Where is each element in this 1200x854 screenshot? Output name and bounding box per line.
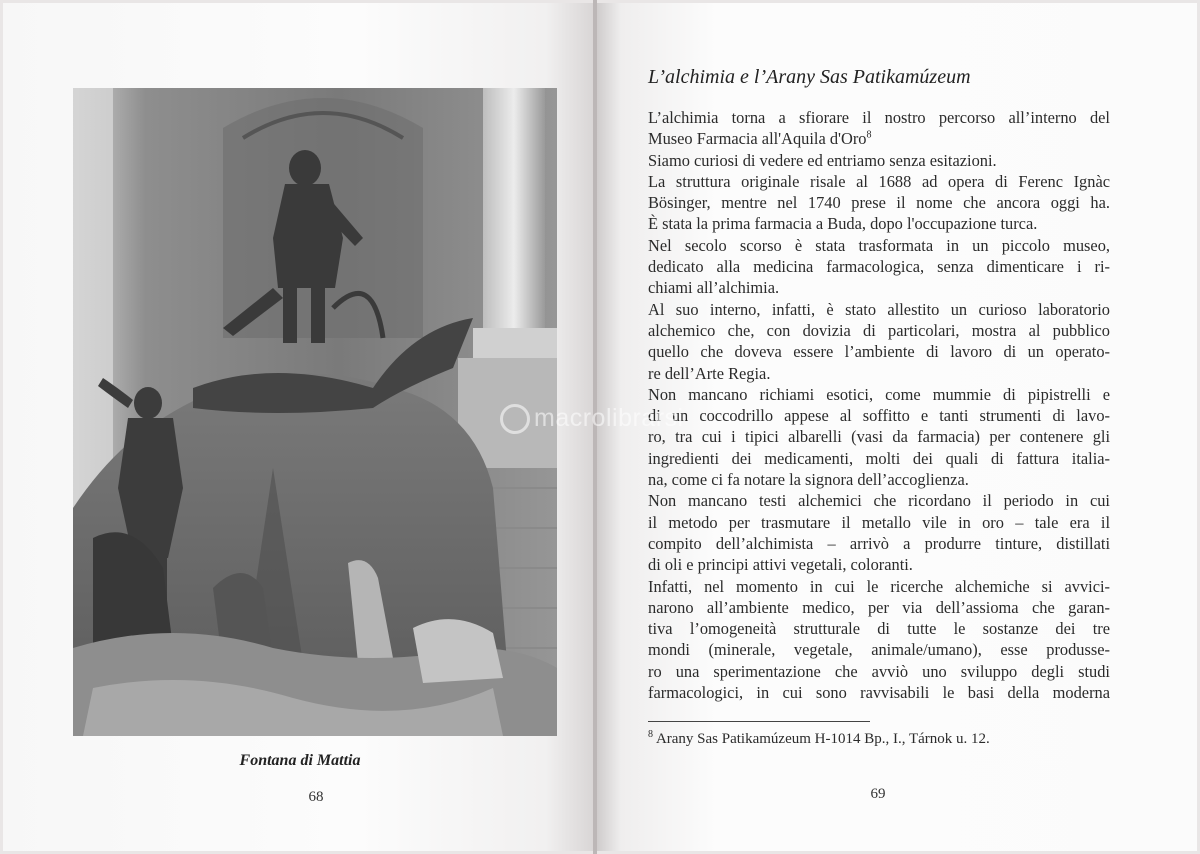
text-line: di oli e principi attivi vegetali, coloranti. (648, 555, 913, 575)
text-line: tiva l’omogeneità strutturale di tutte le sostanze dei tre (648, 619, 1110, 639)
text-line: quello che doveva essere l’ambiente di lavoro di un operato- (648, 342, 1110, 362)
text-line: ro, tra cui i tipici albarelli (vasi da farmacia) per contenere gli (648, 427, 1110, 447)
text-line: farmacologici, in cui sono ravvisabili le basi della moderna (648, 683, 1110, 703)
text-line: ro una sperimentazione che avviò uno sviluppo degli studi (648, 661, 1110, 681)
footnote-marker: 8 (648, 729, 653, 740)
page-number-right: 69 (870, 786, 886, 802)
fountain-statue-photo-icon (73, 88, 557, 736)
body-text (648, 107, 1110, 703)
text-line-with-footnote (648, 128, 1110, 149)
text-line: La struttura originale risale al 1688 ad opera di Ferenc Ignàc (648, 171, 1110, 191)
section-title: L’alchimia e l’Arany Sas Patikamúzeum (648, 66, 971, 88)
text-line: compito dell’alchimista – arrivò a produrre tinture, distillati (648, 533, 1110, 553)
text-line: mondi (minerale, vegetale, animale/umano), esse produsse- (648, 640, 1110, 660)
text-line: Bösinger, mentre nel 1740 prese il nome che ancora oggi ha. (648, 193, 1110, 213)
text-line: Non mancano richiami esotici, come mummie di pipistrelli e (648, 384, 1110, 404)
text-line: L’alchimia torna a sfiorare il nostro percorso all’interno del (648, 108, 1110, 127)
text-line: Al suo interno, infatti, è stato allestito un curioso laboratorio (648, 299, 1110, 319)
footnote (648, 731, 990, 748)
text-line: Siamo curiosi di vedere ed entriamo senza esitazioni. (648, 150, 997, 170)
watermark-text: macrolibrarsi (534, 404, 684, 432)
text-line-content: Museo Farmacia all'Aquila d'Oro (648, 129, 867, 149)
text-line: na, come ci fa notare la signora dell’accoglienza. (648, 470, 969, 490)
text-line: di un coccodrillo appese al soffitto e tanti strumenti di lavo- (648, 406, 1110, 426)
footnote-text: Arany Sas Patikamúzeum H-1014 Bp., I., Tárnok u. 12. (655, 731, 990, 747)
text-line: È stata la prima farmacia a Buda, dopo l'occupazione turca. (648, 214, 1038, 234)
text-line: chiami all’alchimia. (648, 278, 780, 298)
text-line: Infatti, nel momento in cui le ricerche alchemiche si avvici- (648, 576, 1110, 596)
photo-caption: Fontana di Mattia (239, 752, 361, 769)
text-line: dedicato alla medicina farmacologica, senza dimenticare i ri- (648, 257, 1110, 277)
text-line: Non mancano testi alchemici che ricordano il periodo in cui (648, 491, 1110, 511)
text-line: alchemico che, con dovizia di particolari, mostra al pubblico (648, 320, 1110, 340)
text-line: narono all’ambiente medico, per via dell’assioma che garan- (648, 597, 1110, 617)
footnote-reference: 8 (866, 129, 872, 141)
page-number-left: 68 (308, 789, 324, 805)
text-line: il metodo per trasmutare il metallo vile in oro – tale era il (648, 512, 1110, 532)
text-line: ingredienti dei medicamenti, molti dei quali di fattura italia- (648, 448, 1110, 468)
fountain-photo (73, 88, 557, 736)
footnote-rule (648, 721, 870, 722)
text-line: Nel secolo scorso è stata trasformata in un piccolo museo, (648, 235, 1110, 255)
text-line: re dell’Arte Regia. (648, 363, 771, 383)
